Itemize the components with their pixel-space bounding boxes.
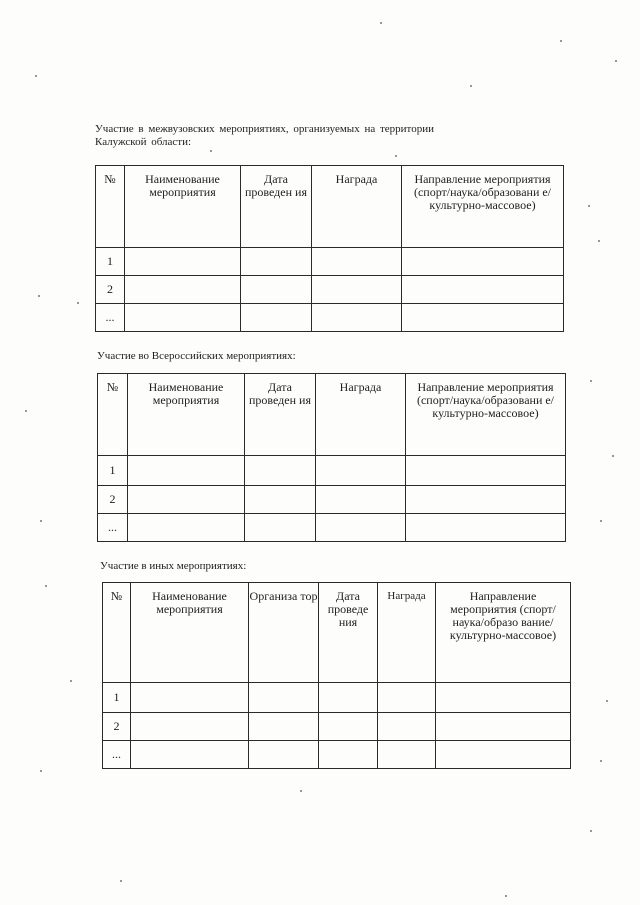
table-row <box>103 741 571 769</box>
blank-cell[interactable] <box>406 514 566 542</box>
blank-cell[interactable] <box>378 683 436 713</box>
table-row <box>96 248 564 276</box>
table-row <box>98 514 566 542</box>
blank-cell[interactable] <box>316 486 406 514</box>
blank-cell[interactable] <box>402 304 564 332</box>
table-row <box>96 304 564 332</box>
blank-cell[interactable] <box>312 304 402 332</box>
section2-caption: Участие во Всероссийских мероприятиях: <box>97 350 296 362</box>
table-row <box>103 683 571 713</box>
blank-cell[interactable] <box>319 741 378 769</box>
header-direction: Направление мероприятия (спорт/наука/образо вание/культурно-массовое) <box>436 583 571 683</box>
blank-cell[interactable] <box>406 456 566 486</box>
section1-caption-line2: Калужской области: <box>95 136 192 148</box>
header-award: Награда <box>378 583 436 683</box>
section1-caption-line1: Участие в межвузовских мероприятиях, организуемых на территории <box>95 123 434 135</box>
blank-cell[interactable] <box>131 741 249 769</box>
blank-cell[interactable] <box>245 486 316 514</box>
header-award: Награда <box>316 374 406 456</box>
row-number: 1 <box>96 248 125 276</box>
blank-cell[interactable] <box>402 248 564 276</box>
blank-cell[interactable] <box>316 456 406 486</box>
table-row <box>103 713 571 741</box>
table-row <box>98 456 566 486</box>
row-number: ... <box>96 304 125 332</box>
table-header-row <box>96 166 564 248</box>
blank-cell[interactable] <box>436 713 571 741</box>
blank-cell[interactable] <box>319 683 378 713</box>
row-number: 2 <box>96 276 125 304</box>
table-row <box>96 276 564 304</box>
row-number: 2 <box>98 486 128 514</box>
blank-cell[interactable] <box>125 276 241 304</box>
row-number: 1 <box>98 456 128 486</box>
blank-cell[interactable] <box>406 486 566 514</box>
blank-cell[interactable] <box>312 248 402 276</box>
header-event-name: Наименование мероприятия <box>128 374 245 456</box>
header-event-name: Наименование мероприятия <box>131 583 249 683</box>
row-number: ... <box>103 741 131 769</box>
header-direction: Направление мероприятия (спорт/наука/образовани е/культурно-массовое) <box>406 374 566 456</box>
blank-cell[interactable] <box>378 713 436 741</box>
row-number: 2 <box>103 713 131 741</box>
blank-cell[interactable] <box>402 276 564 304</box>
blank-cell[interactable] <box>241 248 312 276</box>
blank-cell[interactable] <box>245 514 316 542</box>
section3-table <box>102 582 571 769</box>
blank-cell[interactable] <box>245 456 316 486</box>
blank-cell[interactable] <box>125 248 241 276</box>
blank-cell[interactable] <box>125 304 241 332</box>
blank-cell[interactable] <box>131 713 249 741</box>
blank-cell[interactable] <box>436 741 571 769</box>
section3-caption: Участие в иных мероприятиях: <box>100 560 247 572</box>
row-number: 1 <box>103 683 131 713</box>
table-header-row <box>98 374 566 456</box>
blank-cell[interactable] <box>378 741 436 769</box>
blank-cell[interactable] <box>249 683 319 713</box>
section2-table <box>97 373 566 542</box>
header-number: № <box>96 166 125 248</box>
header-date: Дата проведен ия <box>245 374 316 456</box>
blank-cell[interactable] <box>128 486 245 514</box>
header-number: № <box>103 583 131 683</box>
header-event-name: Наименование мероприятия <box>125 166 241 248</box>
header-direction: Направление мероприятия (спорт/наука/образовани е/культурно-массовое) <box>402 166 564 248</box>
blank-cell[interactable] <box>312 276 402 304</box>
header-award: Награда <box>312 166 402 248</box>
blank-cell[interactable] <box>241 276 312 304</box>
blank-cell[interactable] <box>128 456 245 486</box>
header-date: Дата проведе ния <box>319 583 378 683</box>
blank-cell[interactable] <box>249 713 319 741</box>
header-number: № <box>98 374 128 456</box>
blank-cell[interactable] <box>319 713 378 741</box>
blank-cell[interactable] <box>316 514 406 542</box>
blank-cell[interactable] <box>128 514 245 542</box>
table-row <box>98 486 566 514</box>
blank-cell[interactable] <box>131 683 249 713</box>
table-header-row <box>103 583 571 683</box>
blank-cell[interactable] <box>436 683 571 713</box>
blank-cell[interactable] <box>241 304 312 332</box>
section1-table <box>95 165 564 332</box>
header-date: Дата проведен ия <box>241 166 312 248</box>
section1-caption <box>95 123 495 149</box>
header-organizer: Организа тор <box>249 583 319 683</box>
row-number: ... <box>98 514 128 542</box>
blank-cell[interactable] <box>249 741 319 769</box>
